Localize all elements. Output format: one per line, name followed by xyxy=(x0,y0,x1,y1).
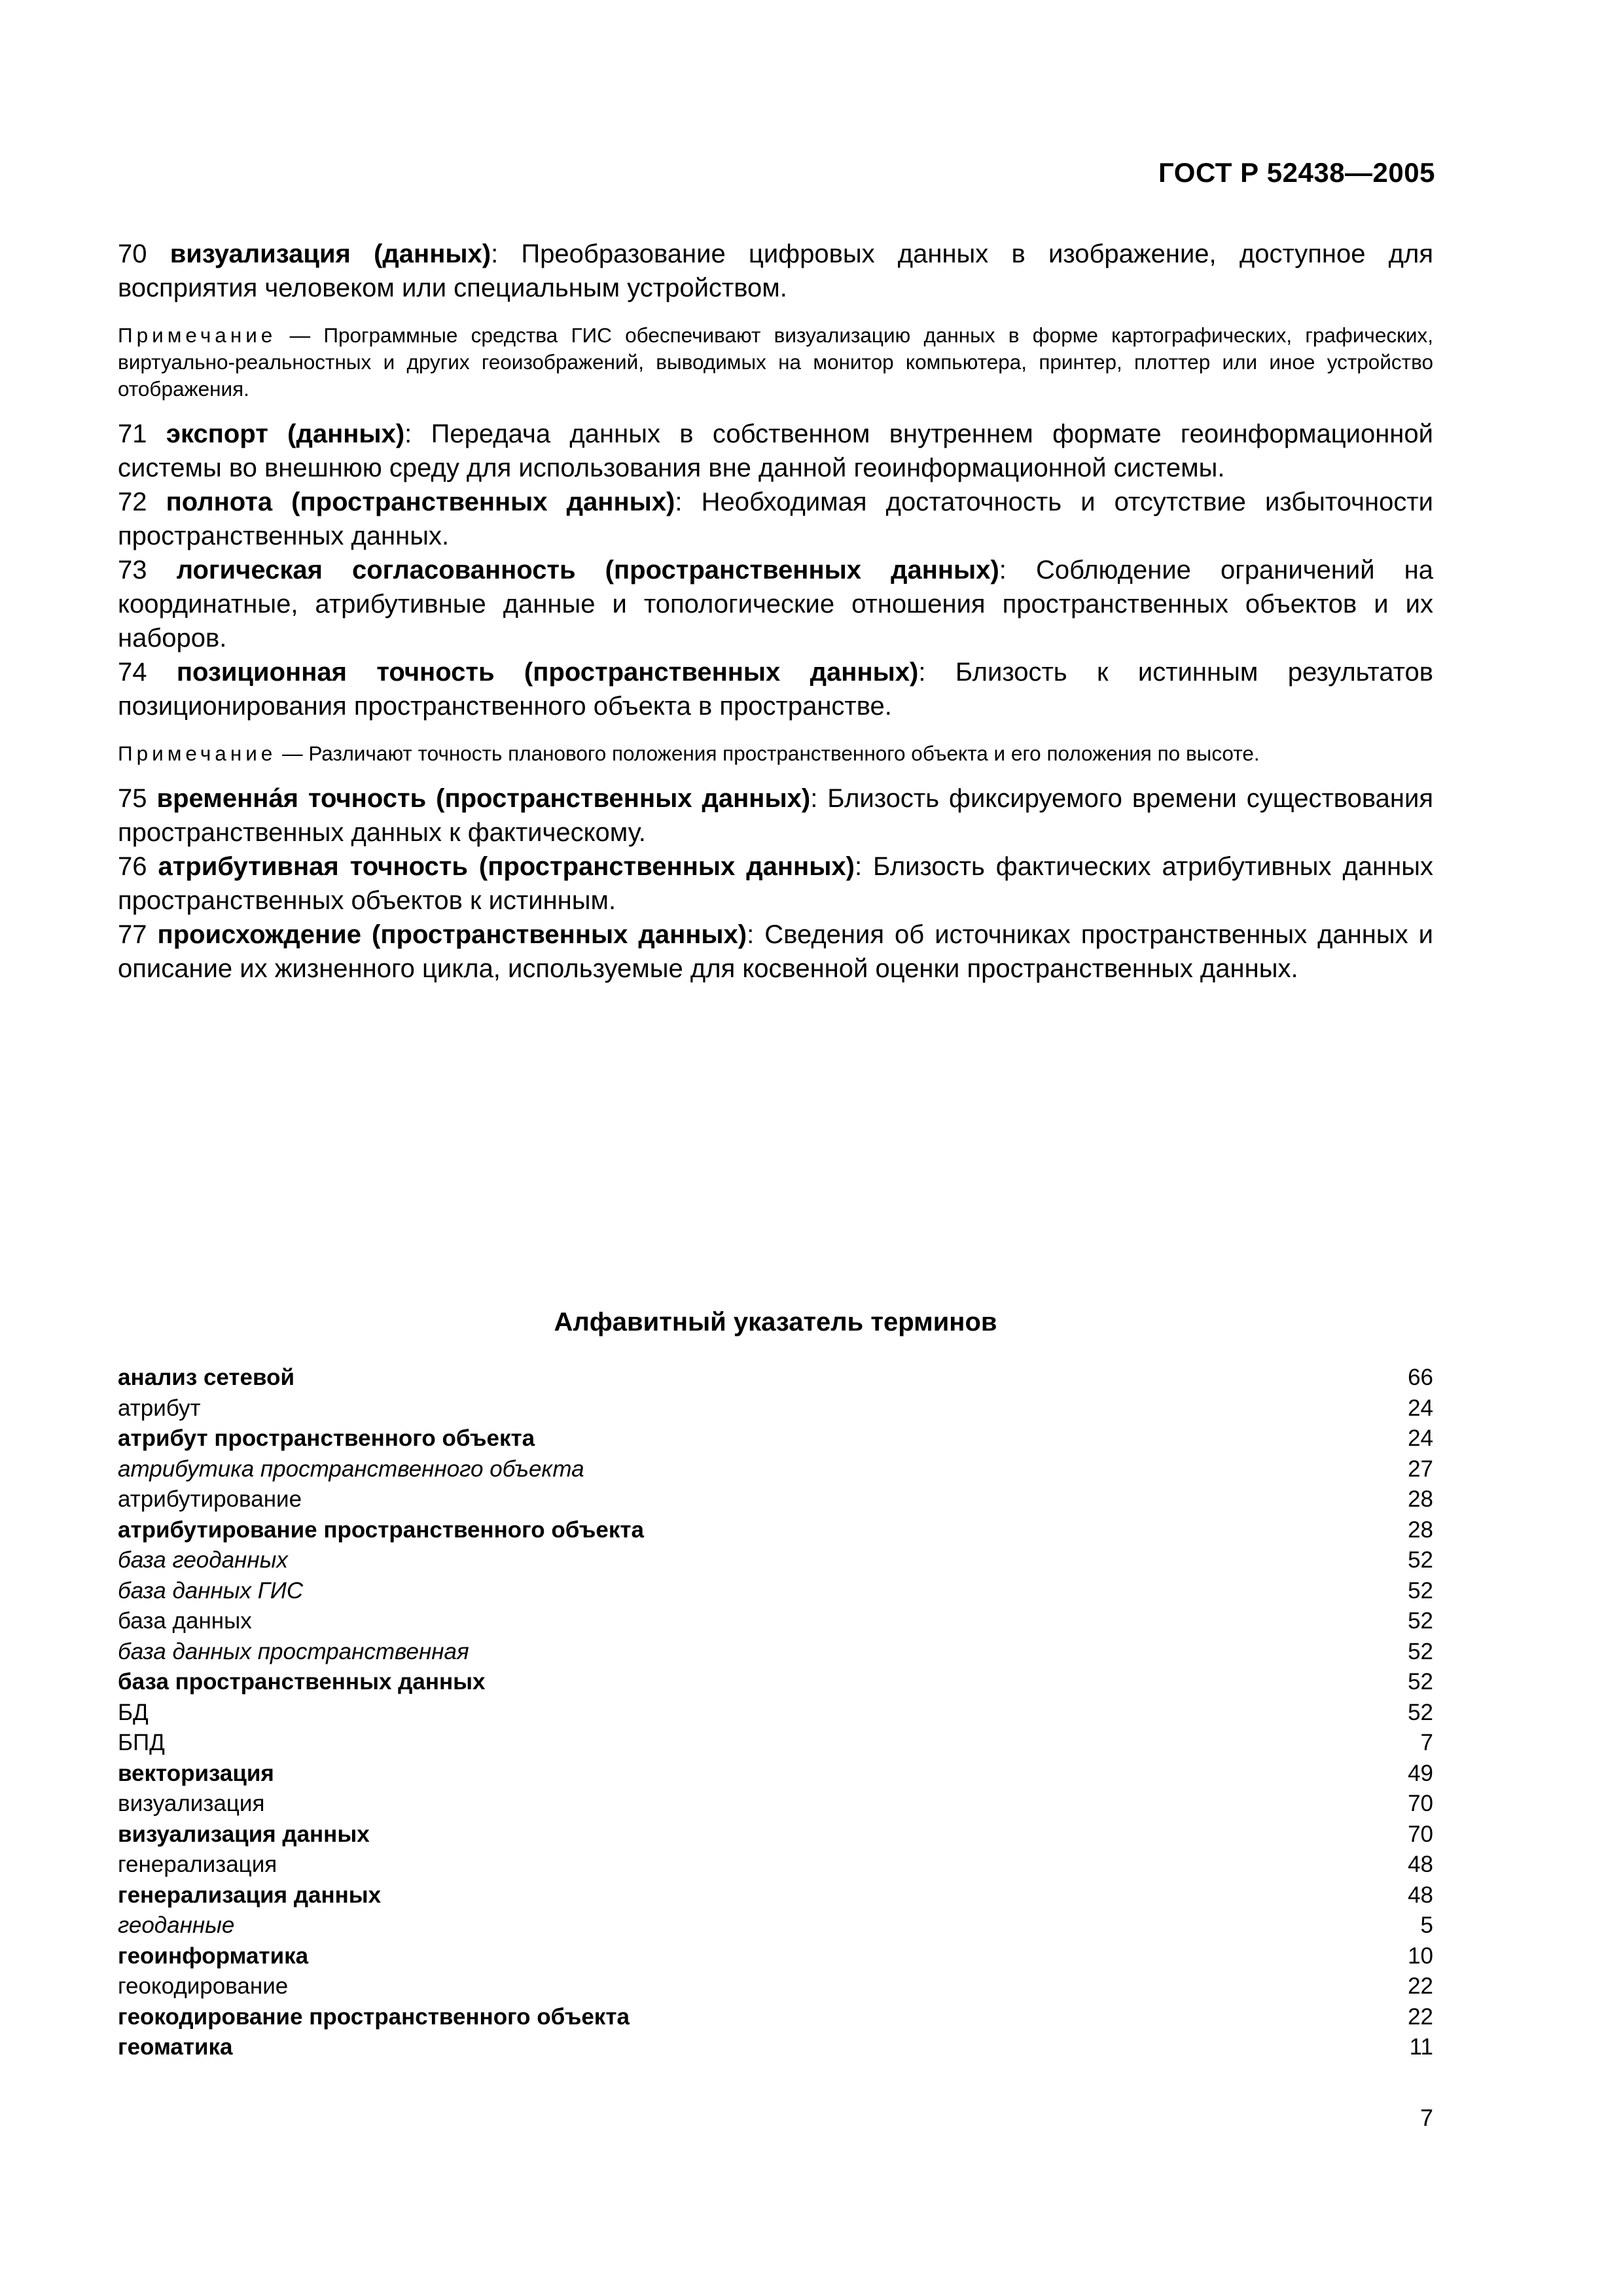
term-text: Близость к истинным результатов позиционирования пространственного объекта в пространстве. xyxy=(118,658,1433,721)
term-text: Сведения об источниках пространственных данных и описание их жизненного цикла, используемые для косвенной оценки пространственных данных. xyxy=(118,920,1433,983)
index-page: 10 xyxy=(1408,1943,1433,1969)
index-entry xyxy=(118,1728,1433,1759)
term-number: 75 xyxy=(118,784,147,813)
index-page: 52 xyxy=(1408,1669,1433,1695)
index-term: генерализация данных xyxy=(118,1882,382,1908)
note-text: — Программные средства ГИС обеспечивают визуализацию данных в форме картографических, графических, виртуально-реальностных и других геоизображений, выводимых на монитор компьютера, принтер, плоттер или иное устройство отображения. xyxy=(118,323,1433,401)
term-text: Преобразование цифровых данных в изображение, доступное для восприятия человеком или специальным устройством. xyxy=(118,240,1433,302)
term-name: происхождение (пространственных данных) xyxy=(157,920,747,949)
page-number: 7 xyxy=(1419,2104,1433,2131)
index-entry xyxy=(118,1850,1433,1880)
term-name: экспорт (данных) xyxy=(166,420,405,448)
index-page: 52 xyxy=(1408,1699,1433,1725)
index-entry xyxy=(118,2032,1433,2063)
term-definition: 73 логическая согласованность (пространственных данных): Соблюдение ограничений на координатные, атрибутивные данные и топологические отношения пространственных объектов и их наборов. xyxy=(118,556,1433,653)
term-note xyxy=(118,740,1433,767)
index-page: 22 xyxy=(1408,2003,1433,2030)
index-page: 48 xyxy=(1408,1882,1433,1908)
index-page: 49 xyxy=(1408,1760,1433,1786)
term-number: 74 xyxy=(118,658,147,687)
index-term: геокодирование пространственного объекта xyxy=(118,2003,630,2030)
note-text: — Различают точность планового положения пространственного объекта и его положения по высоте. xyxy=(276,742,1260,765)
term-definition: 76 атрибутивная точность (пространственных данных): Близость фактических атрибутивных данных пространственных объектов к истинным. xyxy=(118,852,1433,915)
index-page: 52 xyxy=(1408,1638,1433,1664)
index-term: векторизация xyxy=(118,1760,274,1786)
index-term: база пространственных данных xyxy=(118,1669,486,1695)
terms-section xyxy=(118,237,1433,986)
index-page: 70 xyxy=(1408,1791,1433,1816)
term-number: 71 xyxy=(118,420,147,448)
index-entry xyxy=(118,1484,1433,1515)
index-term: геоматика xyxy=(118,2034,233,2060)
index-page: 52 xyxy=(1408,1608,1433,1634)
index-term: атрибутирование пространственного объекта xyxy=(118,1516,645,1543)
term-text: Близость фактических атрибутивных данных пространственных объектов к истинным. xyxy=(118,852,1433,915)
term-text: Передача данных в собственном внутреннем формате геоинформационной системы во внешнюю среду для использования вне данной геоинформационной системы. xyxy=(118,420,1433,482)
index-term: база данных ГИС xyxy=(118,1577,304,1604)
term-text: Необходимая достаточность и отсутствие избыточности пространственных данных. xyxy=(118,488,1434,550)
index-entry xyxy=(118,1606,1433,1637)
term-definition: 75 временна́я точность (пространственных данных): Близость фиксируемого времени существования пространственных данных к фактическому. xyxy=(118,784,1433,847)
index-entry xyxy=(118,1880,1433,1911)
index-page: 24 xyxy=(1408,1426,1433,1451)
index-entry xyxy=(118,1820,1433,1850)
index-page: 28 xyxy=(1408,1486,1433,1512)
index-entry xyxy=(118,1424,1433,1454)
index-term: анализ сетевой xyxy=(118,1365,294,1390)
term-number: 70 xyxy=(118,240,147,268)
index-entry xyxy=(118,1363,1433,1393)
index-term: атрибутика пространственного объекта xyxy=(118,1456,584,1482)
index-page: 52 xyxy=(1408,1577,1433,1604)
term-definition: 70 визуализация (данных): Преобразование цифровых данных в изображение, доступное для восприятия человеком или специальным устройством. xyxy=(118,240,1433,302)
term-name: логическая согласованность (пространственных данных) xyxy=(176,556,999,584)
index-entry xyxy=(118,1454,1433,1485)
index-term: атрибут пространственного объекта xyxy=(118,1426,535,1451)
index-page: 52 xyxy=(1408,1547,1433,1573)
term-definition: 74 позиционная точность (пространственных данных): Близость к истинным результатов позиционирования пространственного объекта в пространстве. xyxy=(118,658,1433,721)
term-note xyxy=(118,322,1433,403)
index-entry xyxy=(118,1698,1433,1729)
index-entry xyxy=(118,1576,1433,1607)
index-term: визуализация данных xyxy=(118,1821,370,1847)
index-entry xyxy=(118,1789,1433,1820)
term-text: Соблюдение ограничений на координатные, атрибутивные данные и топологические отношения пространственных объектов и их наборов. xyxy=(118,556,1433,653)
index-entry xyxy=(118,1667,1433,1698)
index-page: 24 xyxy=(1408,1395,1433,1421)
term-number: 77 xyxy=(118,920,147,949)
index-page: 22 xyxy=(1408,1973,1433,1999)
index-entry xyxy=(118,1941,1433,1972)
index-page: 28 xyxy=(1408,1516,1433,1543)
term-definition: 71 экспорт (данных): Передача данных в собственном внутреннем формате геоинформационной системы во внешнюю среду для использования вне данной геоинформационной системы. xyxy=(118,420,1433,482)
index-entry xyxy=(118,1393,1433,1424)
index-entry xyxy=(118,1515,1433,1546)
index-page: 7 xyxy=(1420,1730,1433,1755)
index-term: атрибутирование xyxy=(118,1486,302,1512)
index-term: атрибут xyxy=(118,1395,201,1421)
index-title: Алфавитный указатель терминов xyxy=(554,1308,997,1336)
index-term: геоинформатика xyxy=(118,1943,309,1969)
term-definition: 72 полнота (пространственных данных): Необходимая достаточность и отсутствие избыточности пространственных данных. xyxy=(118,488,1434,550)
term-name: позиционная точность (пространственных данных) xyxy=(176,658,919,687)
term-name: временна́я точность (пространственных данных) xyxy=(156,784,811,813)
index-page: 66 xyxy=(1408,1365,1433,1390)
index-page: 48 xyxy=(1408,1852,1433,1877)
index-term: геоданные xyxy=(118,1912,235,1938)
index-term: база данных пространственная xyxy=(118,1638,469,1664)
index-term: база данных xyxy=(118,1608,252,1634)
term-name: полнота (пространственных данных) xyxy=(166,488,675,516)
index-entry xyxy=(118,1637,1433,1668)
document-code: ГОСТ Р 52438—2005 xyxy=(1158,157,1435,188)
term-number: 73 xyxy=(118,556,147,584)
term-name: атрибутивная точность (пространственных данных) xyxy=(158,852,855,881)
index-page: 11 xyxy=(1409,2034,1433,2060)
index-term: генерализация xyxy=(118,1852,277,1877)
index-term: визуализация xyxy=(118,1791,265,1816)
term-number: 72 xyxy=(118,488,147,516)
index-entry xyxy=(118,1971,1433,2002)
index-term: геокодирование xyxy=(118,1973,289,1999)
index-term: БД xyxy=(118,1699,149,1725)
index-entry xyxy=(118,2002,1433,2033)
index-page: 70 xyxy=(1408,1821,1433,1847)
term-number: 76 xyxy=(118,852,147,881)
index-list xyxy=(118,1363,1433,2063)
index-page: 5 xyxy=(1420,1912,1433,1938)
note-label: Примечание xyxy=(118,742,277,765)
index-entry xyxy=(118,1545,1433,1576)
index-term: база геоданных xyxy=(118,1547,288,1573)
index-entry xyxy=(118,1910,1433,1941)
term-name: визуализация (данных) xyxy=(169,240,491,268)
index-term: БПД xyxy=(118,1730,165,1755)
term-text: Близость фиксируемого времени существования пространственных данных к фактическому. xyxy=(118,784,1433,847)
index-entry xyxy=(118,1759,1433,1789)
term-definition: 77 происхождение (пространственных данных): Сведения об источниках пространственных данных и описание их жизненного цикла, используемые для косвенной оценки пространственных данных. xyxy=(118,920,1433,983)
index-page: 27 xyxy=(1408,1456,1433,1482)
note-label: Примечание xyxy=(118,323,277,347)
